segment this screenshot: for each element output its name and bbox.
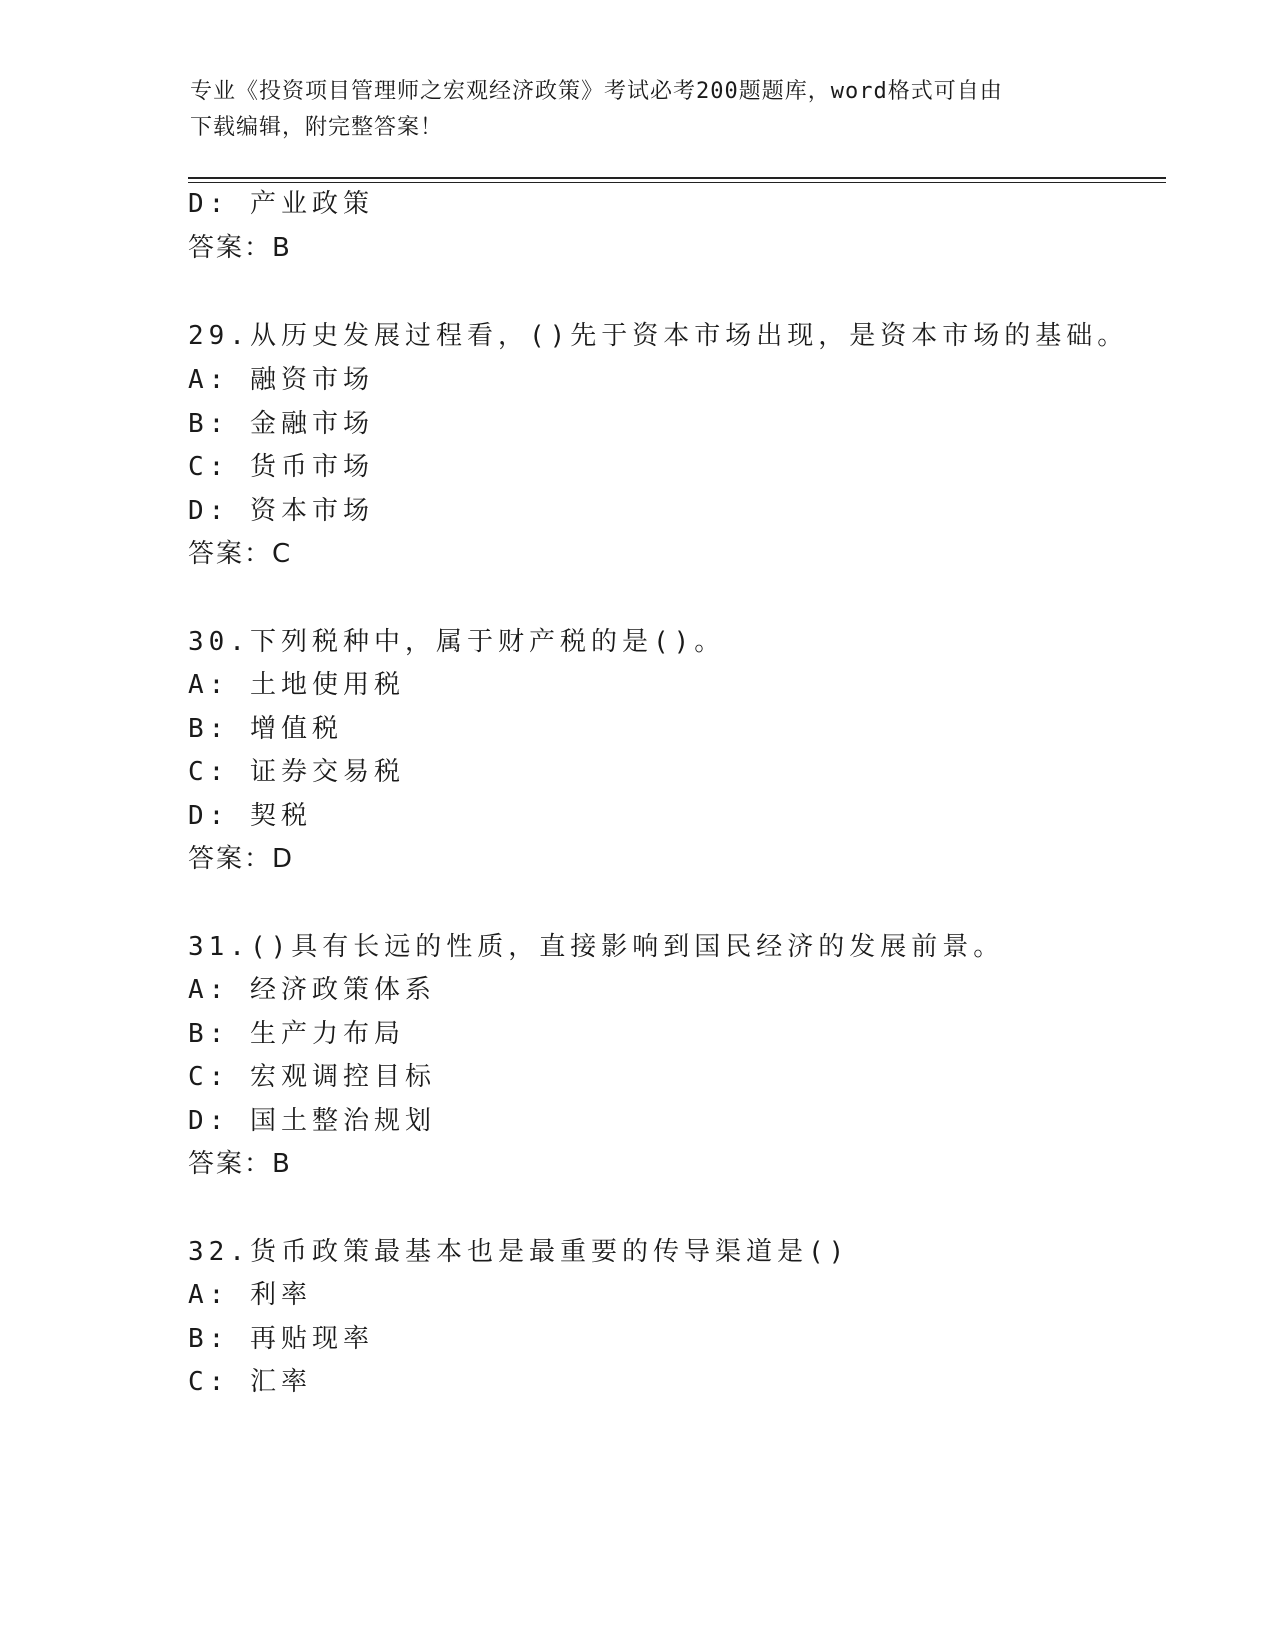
q30-option-d: D: 契税 <box>188 801 312 831</box>
header-line-1: 专业《投资项目管理师之宏观经济政策》考试必考200题题库，word格式可自由 <box>190 79 1003 104</box>
header-line-2: 下载编辑，附完整答案！ <box>190 115 444 140</box>
q29-option-b: B: 金融市场 <box>188 409 374 439</box>
q32-stem: 32.货币政策最基本也是最重要的传导渠道是() <box>188 1237 850 1267</box>
q28-option-d: D: 产业政策 <box>188 189 374 219</box>
q31-option-c: C: 宏观调控目标 <box>188 1062 436 1092</box>
q28-answer: 答案：B <box>188 233 292 263</box>
q32-option-b: B: 再贴现率 <box>188 1324 374 1354</box>
q30-option-a: A: 土地使用税 <box>188 670 405 700</box>
q31-option-d: D: 国土整治规划 <box>188 1106 436 1136</box>
q32-option-a: A: 利率 <box>188 1280 312 1310</box>
q30-option-b: B: 增值税 <box>188 714 343 744</box>
document-header <box>190 74 1070 146</box>
q31-option-b: B: 生产力布局 <box>188 1019 405 1049</box>
header-divider-thin <box>188 182 1166 183</box>
q31-option-a: A: 经济政策体系 <box>188 975 436 1005</box>
q29-option-d: D: 资本市场 <box>188 496 374 526</box>
q29-stem: 29.从历史发展过程看，()先于资本市场出现，是资本市场的基础。 <box>188 321 1129 351</box>
q29-option-a: A: 融资市场 <box>188 365 374 395</box>
q32-option-c: C: 汇率 <box>188 1367 312 1397</box>
q30-answer: 答案：D <box>188 844 295 874</box>
q29-option-c: C: 货币市场 <box>188 452 374 482</box>
q29-answer: 答案：C <box>188 539 293 569</box>
q31-answer: 答案：B <box>188 1149 292 1179</box>
q30-stem: 30.下列税种中，属于财产税的是()。 <box>188 627 726 657</box>
q31-stem: 31.()具有长远的性质，直接影响到国民经济的发展前景。 <box>188 932 1005 962</box>
header-divider <box>188 177 1166 179</box>
q30-option-c: C: 证券交易税 <box>188 757 405 787</box>
